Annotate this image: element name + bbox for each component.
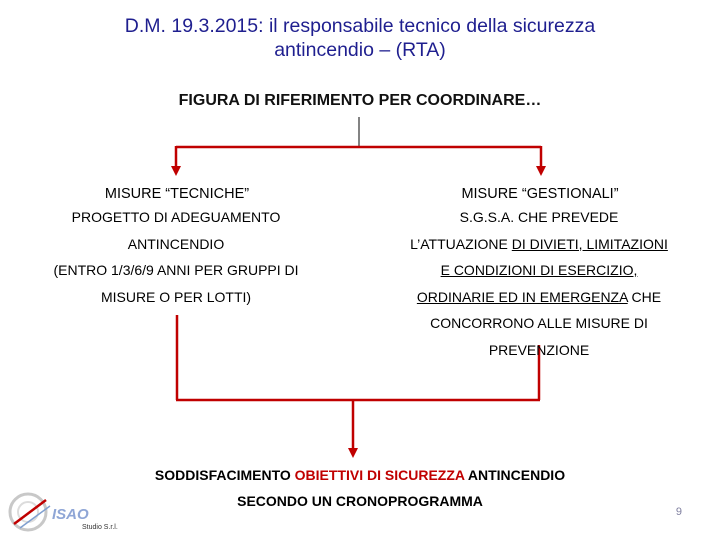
right-line-3-underlined: E CONDIZIONI DI ESERCIZIO, [440, 262, 638, 278]
result-line-1 [0, 467, 720, 483]
logo-tagline: Studio S.r.l. [82, 524, 118, 531]
result-line-2: SECONDO UN CRONOPROGRAMMA [237, 493, 483, 509]
right-line-2 [378, 231, 700, 258]
right-line-2-prefix: L’ATTUAZIONE [410, 235, 512, 252]
left-line-2: ANTINCENDIO [127, 235, 225, 252]
slide-title-line-2: antincendio – (RTA) [274, 39, 446, 61]
result-part-3: ANTINCENDIO [464, 467, 566, 483]
left-line-4: MISURE O PER LOTTI) [100, 288, 252, 305]
right-description [378, 204, 700, 363]
right-line-4-underlined: ORDINARIE ED IN EMERGENZA [416, 288, 628, 305]
left-line-3: (ENTRO 1/3/6/9 ANNI PER GRUPPI DI [53, 262, 299, 278]
right-line-4-suffix: CHE [627, 288, 662, 305]
right-line-4 [378, 284, 700, 311]
right-line-5: CONCORRONO ALLE MISURE DI [430, 315, 648, 331]
left-heading: MISURE “TECNICHE” [104, 186, 250, 202]
right-heading: MISURE “GESTIONALI” [461, 186, 619, 202]
right-line-2-underlined: DI DIVIETI, LIMITAZIONI [511, 235, 668, 252]
result-part-1: SODDISFACIMENTO [154, 467, 295, 483]
right-line-1: S.G.S.A. CHE PREVEDE [459, 209, 619, 225]
company-logo [6, 488, 126, 536]
page-number: 9 [675, 506, 682, 518]
right-line-6: PREVENZIONE [488, 341, 590, 358]
slide-title-line-1: D.M. 19.3.2015: il responsabile tecnico della sicurezza [124, 15, 596, 37]
left-description [20, 204, 332, 310]
figure-title: FIGURA DI RIFERIMENTO PER COORDINARE… [178, 92, 542, 109]
left-line-1: PROGETTO DI ADEGUAMENTO [71, 209, 281, 225]
logo-brand: ISAO [52, 506, 89, 523]
result-highlight: OBIETTIVI DI SICUREZZA [294, 467, 465, 483]
right-line-3 [378, 257, 700, 284]
